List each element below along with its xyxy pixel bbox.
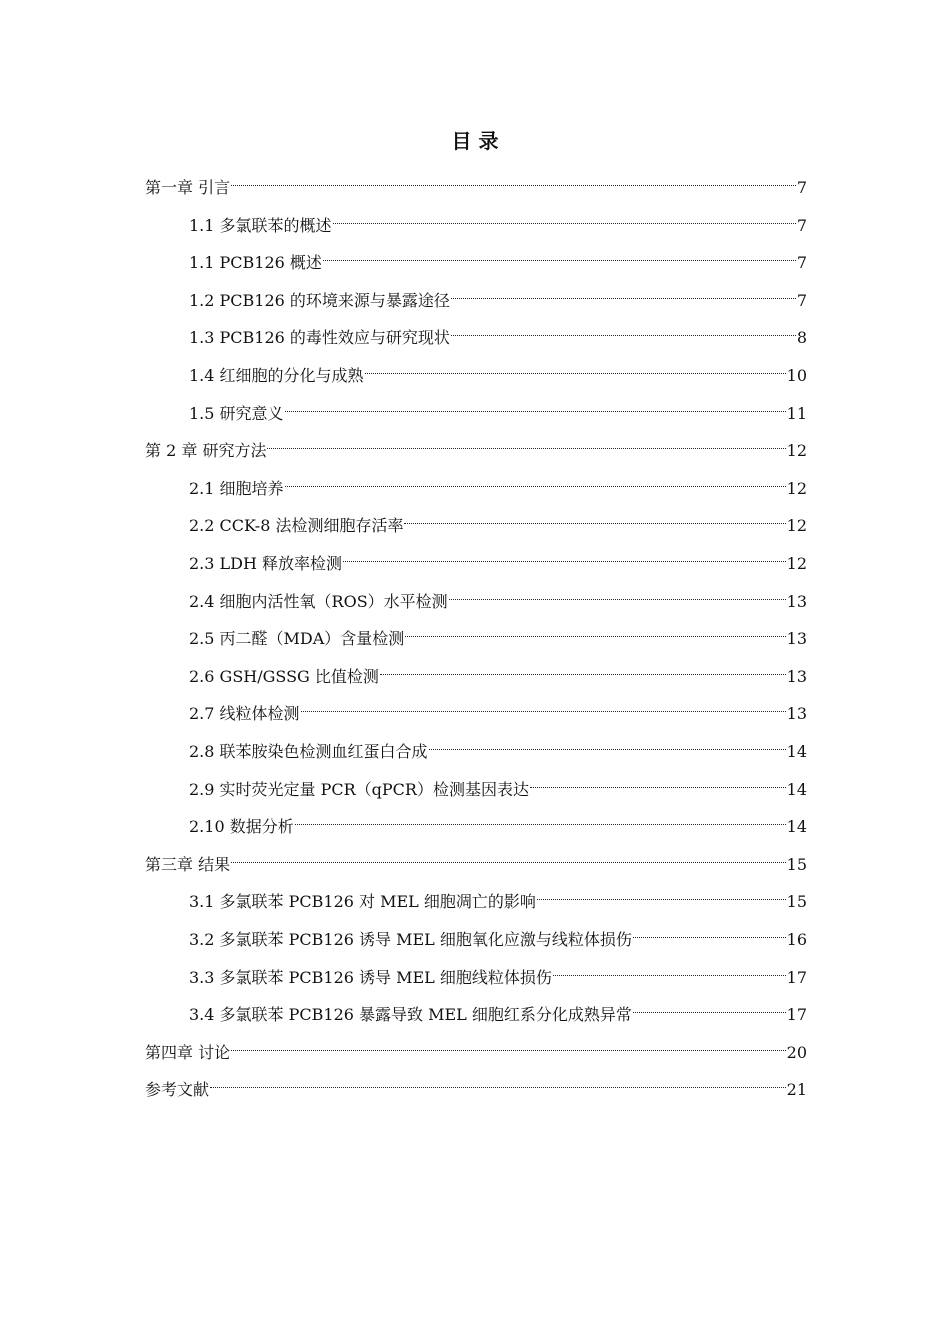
toc-dot-leader bbox=[343, 541, 786, 569]
toc-entry-title: 1.2 PCB126 的环境来源与暴露途径 bbox=[189, 290, 450, 310]
toc-dot-leader bbox=[380, 654, 786, 682]
toc-dot-leader bbox=[231, 1030, 786, 1058]
toc-entry-title: 3.4 多氯联苯 PCB126 暴露导致 MEL 细胞红系分化成熟异常 bbox=[189, 1005, 632, 1025]
toc-dot-leader bbox=[323, 240, 796, 268]
toc-section-entry[interactable] bbox=[189, 804, 807, 837]
toc-page-number: 15 bbox=[786, 854, 807, 874]
toc-section-entry[interactable] bbox=[189, 917, 807, 949]
toc-entry-title: 参考文献 bbox=[145, 1080, 210, 1100]
toc-entry-title: 2.7 线粒体检测 bbox=[189, 704, 300, 724]
toc-dot-leader bbox=[333, 203, 796, 231]
toc-dot-leader bbox=[451, 278, 796, 306]
toc-page-number: 20 bbox=[786, 1042, 807, 1062]
toc-page-number: 21 bbox=[786, 1080, 807, 1100]
toc-entry-title: 1.1 PCB126 概述 bbox=[189, 253, 322, 273]
toc-dot-leader bbox=[633, 917, 786, 945]
toc-entry-title: 3.3 多氯联苯 PCB126 诱导 MEL 细胞线粒体损伤 bbox=[189, 967, 552, 987]
toc-dot-leader bbox=[405, 616, 785, 644]
toc-page-number: 12 bbox=[786, 516, 807, 536]
toc-entry-title: 2.10 数据分析 bbox=[189, 817, 294, 837]
toc-entry-title: 1.1 多氯联苯的概述 bbox=[189, 215, 332, 235]
toc-dot-leader bbox=[295, 804, 786, 832]
toc-section-entry[interactable] bbox=[189, 767, 807, 799]
toc-page-number: 14 bbox=[786, 742, 807, 761]
toc-entry-title: 第三章 结果 bbox=[145, 854, 231, 874]
toc-dot-leader bbox=[301, 691, 786, 719]
toc-page-number: 7 bbox=[796, 215, 807, 235]
toc-page-number: 16 bbox=[786, 930, 807, 949]
toc-dot-leader bbox=[451, 315, 796, 343]
toc-entry-title: 3.2 多氯联苯 PCB126 诱导 MEL 细胞氧化应激与线粒体损伤 bbox=[189, 930, 632, 949]
toc-chapter-entry[interactable] bbox=[145, 428, 807, 461]
toc-page-number: 12 bbox=[786, 478, 807, 498]
toc-section-entry[interactable] bbox=[189, 240, 807, 273]
toc-section-entry[interactable] bbox=[189, 729, 807, 761]
toc-entry-title: 2.5 丙二醛（MDA）含量检测 bbox=[189, 629, 405, 649]
toc-chapter-entry[interactable] bbox=[145, 165, 807, 197]
toc-section-entry[interactable] bbox=[189, 503, 807, 536]
toc-page-number: 17 bbox=[786, 967, 807, 987]
toc-page-number: 13 bbox=[786, 666, 807, 686]
toc-page-number: 10 bbox=[786, 366, 807, 385]
toc-dot-leader bbox=[633, 992, 786, 1020]
toc-entry-title: 第四章 讨论 bbox=[145, 1042, 231, 1062]
toc-entry-title: 2.3 LDH 释放率检测 bbox=[189, 554, 343, 573]
toc-dot-leader bbox=[285, 466, 786, 494]
toc-chapter-entry[interactable] bbox=[145, 1030, 807, 1062]
toc-dot-leader bbox=[429, 729, 786, 757]
toc-section-entry[interactable] bbox=[189, 879, 807, 912]
toc-dot-leader bbox=[285, 391, 786, 419]
toc-dot-leader bbox=[537, 879, 786, 907]
toc-entry-title: 1.3 PCB126 的毒性效应与研究现状 bbox=[189, 328, 450, 348]
toc-page-number: 12 bbox=[786, 554, 807, 573]
toc-section-entry[interactable] bbox=[189, 654, 807, 686]
toc-page-number: 13 bbox=[786, 704, 807, 724]
toc-page-number: 17 bbox=[786, 1005, 807, 1025]
toc-page-number: 7 bbox=[796, 253, 807, 273]
toc-dot-leader bbox=[231, 165, 796, 193]
toc-entry-title: 2.2 CCK-8 法检测细胞存活率 bbox=[189, 516, 404, 536]
toc-section-entry[interactable] bbox=[189, 579, 807, 611]
toc-dot-leader bbox=[365, 353, 786, 381]
toc-dot-leader bbox=[267, 428, 785, 456]
toc-entry-title: 第 2 章 研究方法 bbox=[145, 441, 267, 461]
toc-entry-title: 2.4 细胞内活性氧（ROS）水平检测 bbox=[189, 591, 448, 611]
toc-page-number: 8 bbox=[796, 328, 807, 348]
toc-page-number: 15 bbox=[786, 892, 807, 912]
toc-section-entry[interactable] bbox=[189, 466, 807, 498]
toc-page-number: 12 bbox=[786, 441, 807, 461]
toc-dot-leader bbox=[231, 842, 786, 870]
toc-entry-title: 2.9 实时荧光定量 PCR（qPCR）检测基因表达 bbox=[189, 779, 529, 799]
toc-dot-leader bbox=[530, 767, 786, 795]
toc-section-entry[interactable] bbox=[189, 353, 807, 385]
toc-section-entry[interactable] bbox=[189, 616, 807, 649]
toc-page-number: 13 bbox=[786, 629, 807, 649]
toc-entry-title: 1.4 红细胞的分化与成熟 bbox=[189, 366, 364, 385]
toc-page-number: 13 bbox=[786, 591, 807, 611]
toc-dot-leader bbox=[553, 955, 786, 983]
toc-entry-title: 1.5 研究意义 bbox=[189, 403, 284, 423]
toc-section-entry[interactable] bbox=[189, 278, 807, 310]
toc-entry-title: 2.1 细胞培养 bbox=[189, 478, 284, 498]
toc-page-number: 7 bbox=[796, 290, 807, 310]
toc-section-entry[interactable] bbox=[189, 203, 807, 235]
toc-section-entry[interactable] bbox=[189, 955, 807, 987]
toc-chapter-entry[interactable] bbox=[145, 842, 807, 874]
toc-chapter-entry[interactable] bbox=[145, 1067, 807, 1100]
toc-section-entry[interactable] bbox=[189, 992, 807, 1025]
toc-page-number: 14 bbox=[786, 779, 807, 799]
toc-entry-title: 2.6 GSH/GSSG 比值检测 bbox=[189, 666, 379, 686]
toc-entry-title: 3.1 多氯联苯 PCB126 对 MEL 细胞凋亡的影响 bbox=[189, 892, 536, 912]
toc-dot-leader bbox=[404, 503, 785, 531]
toc-section-entry[interactable] bbox=[189, 691, 807, 724]
toc-section-entry[interactable] bbox=[189, 391, 807, 423]
toc-entry-title: 2.8 联苯胺染色检测血红蛋白合成 bbox=[189, 742, 428, 761]
toc-dot-leader bbox=[210, 1067, 786, 1095]
toc-section-entry[interactable] bbox=[189, 315, 807, 348]
toc-page-number: 14 bbox=[786, 817, 807, 837]
toc-dot-leader bbox=[449, 579, 786, 607]
toc-page-number: 11 bbox=[786, 403, 807, 423]
toc-page-number: 7 bbox=[796, 178, 807, 197]
toc-section-entry[interactable] bbox=[189, 541, 807, 573]
toc-entry-title: 第一章 引言 bbox=[145, 178, 231, 197]
toc-title: 目 录 bbox=[451, 129, 499, 153]
